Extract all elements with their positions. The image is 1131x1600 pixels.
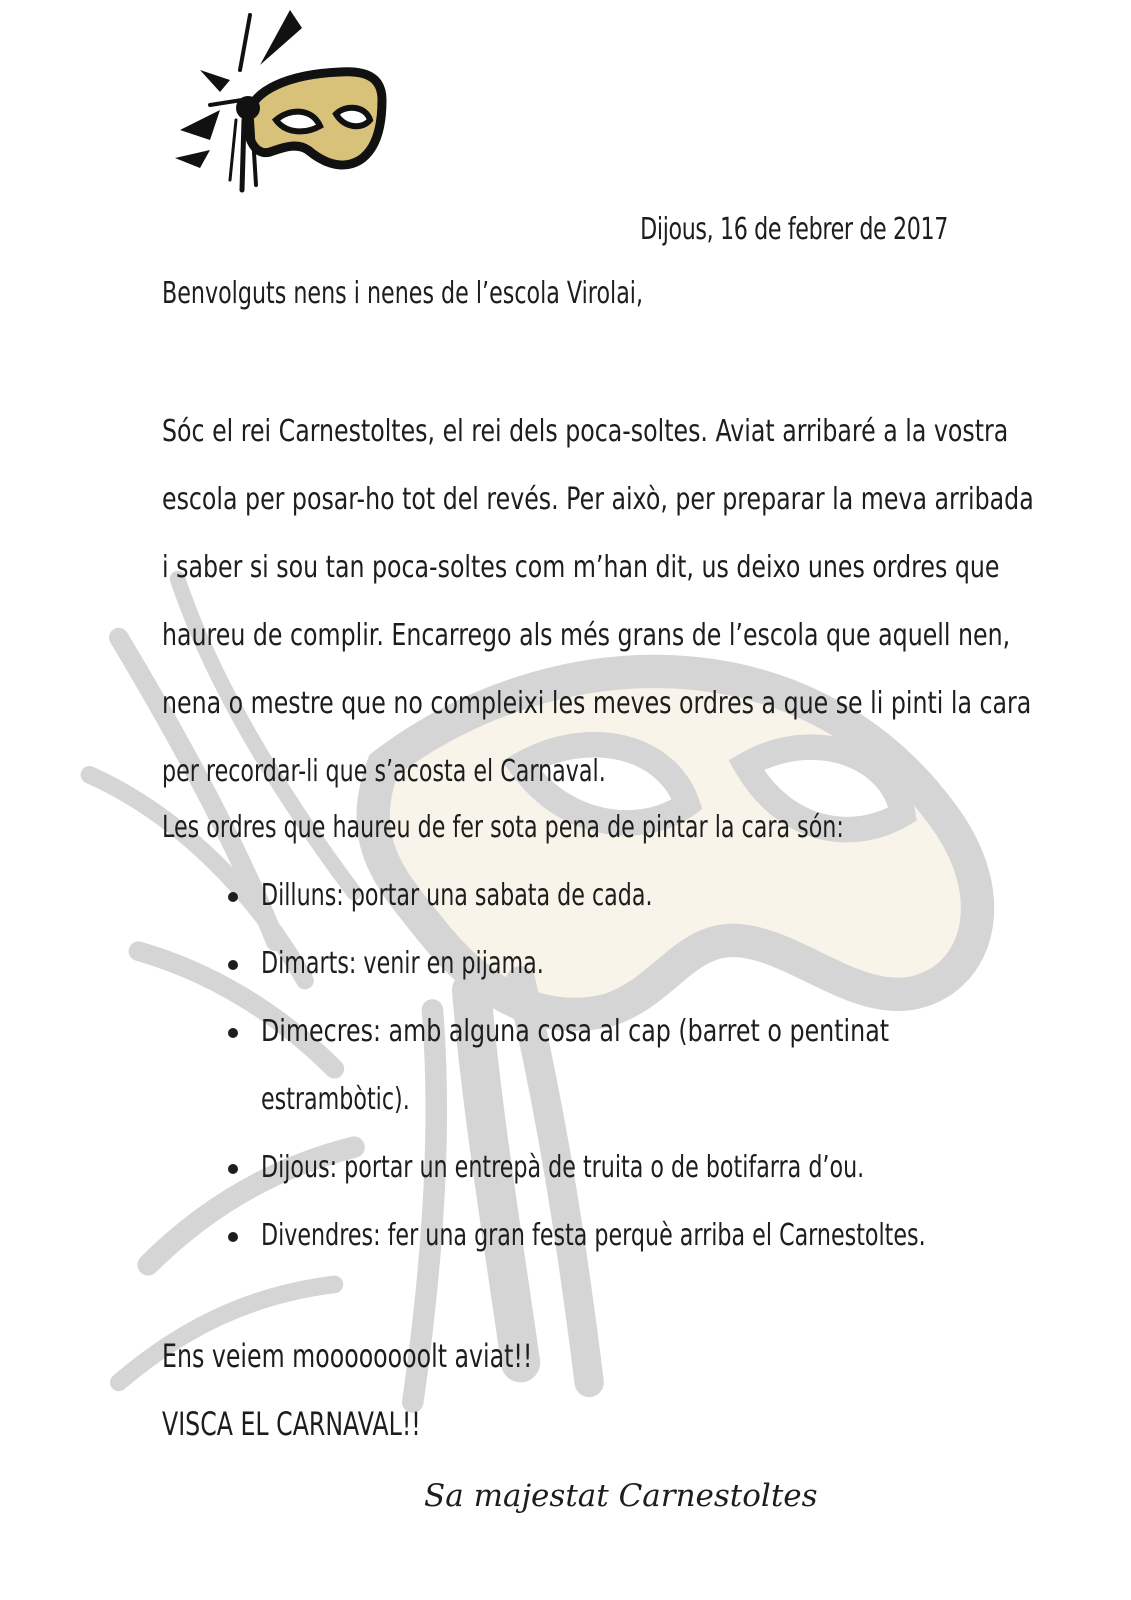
list-item: Dimarts: venir en pijama. — [228, 930, 973, 998]
body-line: Sóc el rei Carnestoltes, el rei dels poca-soltes. Aviat arribaré a la vostra — [162, 414, 1009, 449]
letter-date: Dijous, 16 de febrer de 2017 — [640, 212, 948, 247]
bullet-icon — [228, 1232, 238, 1242]
body-line: nena o mestre que no compleixi les meves ordres a que se li pinti la cara — [162, 686, 1032, 721]
closing-line-1: Ens veiem moooooooolt aviat!! — [162, 1337, 533, 1375]
bullet-icon — [228, 1164, 238, 1174]
body-line: per recordar-li que s’acosta el Carnaval. — [162, 754, 606, 789]
carnival-mask-icon — [170, 0, 400, 205]
bullet-icon — [228, 892, 238, 902]
list-item: Dijous: portar un entrepà de truita o de botifarra d’ou. — [228, 1134, 973, 1202]
salutation: Benvolguts nens i nenes de l’escola Virolai, — [162, 276, 644, 311]
list-item: Dilluns: portar una sabata de cada. — [228, 862, 973, 930]
orders-list — [228, 862, 973, 1270]
bullet-icon — [228, 1028, 238, 1038]
body-paragraph — [162, 398, 1034, 806]
bullet-icon — [228, 960, 238, 970]
closing-line-2: VISCA EL CARNAVAL!! — [162, 1405, 421, 1443]
orders-intro: Les ordres que haureu de fer sota pena de pintar la cara són: — [162, 810, 844, 845]
list-item: Divendres: fer una gran festa perquè arriba el Carnestoltes. — [228, 1202, 973, 1270]
body-line: escola per posar-ho tot del revés. Per això, per preparar la meva arribada — [162, 482, 1034, 517]
body-line: i saber si sou tan poca-soltes com m’han dit, us deixo unes ordres que — [162, 550, 1000, 585]
body-line: haureu de complir. Encarrego als més grans de l’escola que aquell nen, — [162, 618, 1011, 653]
signature: Sa majestat Carnestoltes — [424, 1478, 818, 1514]
list-item: Dimecres: amb alguna cosa al cap (barret o pentinat estrambòtic). — [228, 998, 973, 1134]
